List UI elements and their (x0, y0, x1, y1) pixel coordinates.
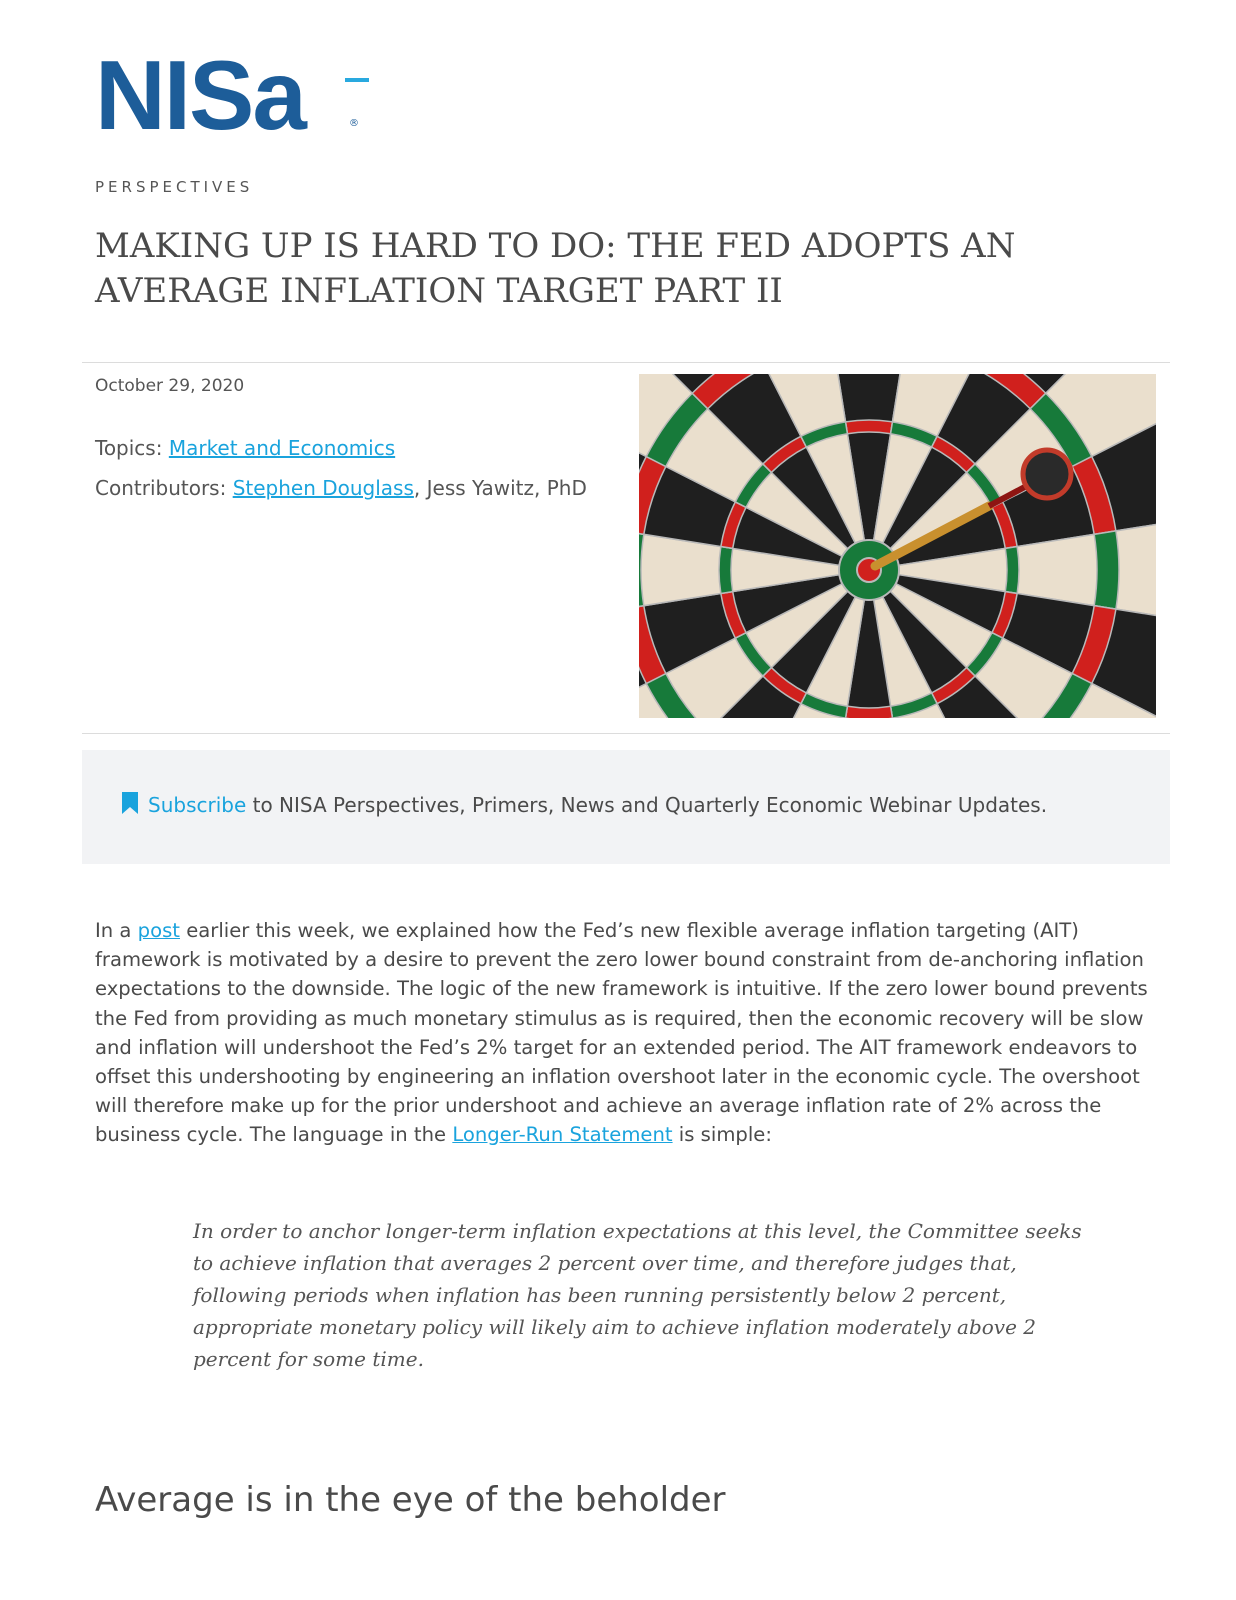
divider-bottom (82, 733, 1170, 734)
topic-link-market-economics[interactable]: Market and Economics (168, 436, 396, 460)
intro-middle: earlier this week, we explained how the Fed’s new flexible average inflation targeting (AIT) framework is motivated by a desire to prevent the zero lower bound constraint from de-anchoring inflation expectations to the downside. The logic of the new framework is intuitive. If the zero lower bound prevents the Fed from providing as much monetary stimulus as is required, then the economic recovery will be slow and inflation will undershoot the Fed’s 2% target for an extended period. The AIT framework endeavors to offset this undershooting by engineering an inflation overshoot later in the economic cycle. The overshoot will therefore make up for the prior undershoot and achieve an average inflation rate of 2% across the business cycle. The language in the (95, 919, 1148, 1147)
intro-paragraph (95, 916, 1160, 1150)
section-heading: Average is in the eye of the beholder (95, 1480, 726, 1520)
intro-after: is simple: (672, 1123, 772, 1147)
dartboard-image (639, 374, 1156, 718)
intro-before: In a (95, 919, 138, 942)
logo-wordmark: NISa (95, 40, 305, 150)
divider-top (82, 362, 1170, 363)
section-label[interactable]: PERSPECTIVES (95, 178, 254, 196)
publish-date: October 29, 2020 (95, 376, 245, 396)
post-link[interactable]: post (137, 919, 180, 942)
contributors-line (95, 476, 587, 500)
contributors-label: Contributors: (95, 476, 233, 500)
contributor-rest: , Jess Yawitz, PhD (413, 476, 587, 500)
logo-accent-dash (345, 78, 369, 82)
contributor-link-stephen-douglass[interactable]: Stephen Douglass (232, 476, 414, 500)
bookmark-icon (122, 792, 138, 814)
page-title: MAKING UP IS HARD TO DO: THE FED ADOPTS AN AVERAGE INFLATION TARGET PART II (95, 226, 1016, 311)
topics-line (95, 436, 395, 460)
subscribe-banner (82, 750, 1170, 864)
registered-mark: ® (349, 118, 359, 129)
topics-label: Topics: (95, 436, 169, 460)
longer-run-statement-link[interactable]: Longer-Run Statement (452, 1123, 673, 1147)
policy-quote: In order to anchor longer-term inflation expectations at this level, the Committee seeks to achieve inflation that averages 2 percent over time, and therefore judges that, following periods when inflation has been running persistently below 2 percent, appropriate monetary policy will likely aim to achieve inflation moderately above 2 percent for some time. (193, 1219, 1082, 1371)
nisa-logo[interactable] (95, 40, 375, 150)
subscribe-text (122, 792, 1047, 817)
subscribe-link[interactable]: Subscribe (148, 793, 247, 817)
subscribe-rest: to NISA Perspectives, Primers, News and Quarterly Economic Webinar Updates. (246, 793, 1048, 817)
